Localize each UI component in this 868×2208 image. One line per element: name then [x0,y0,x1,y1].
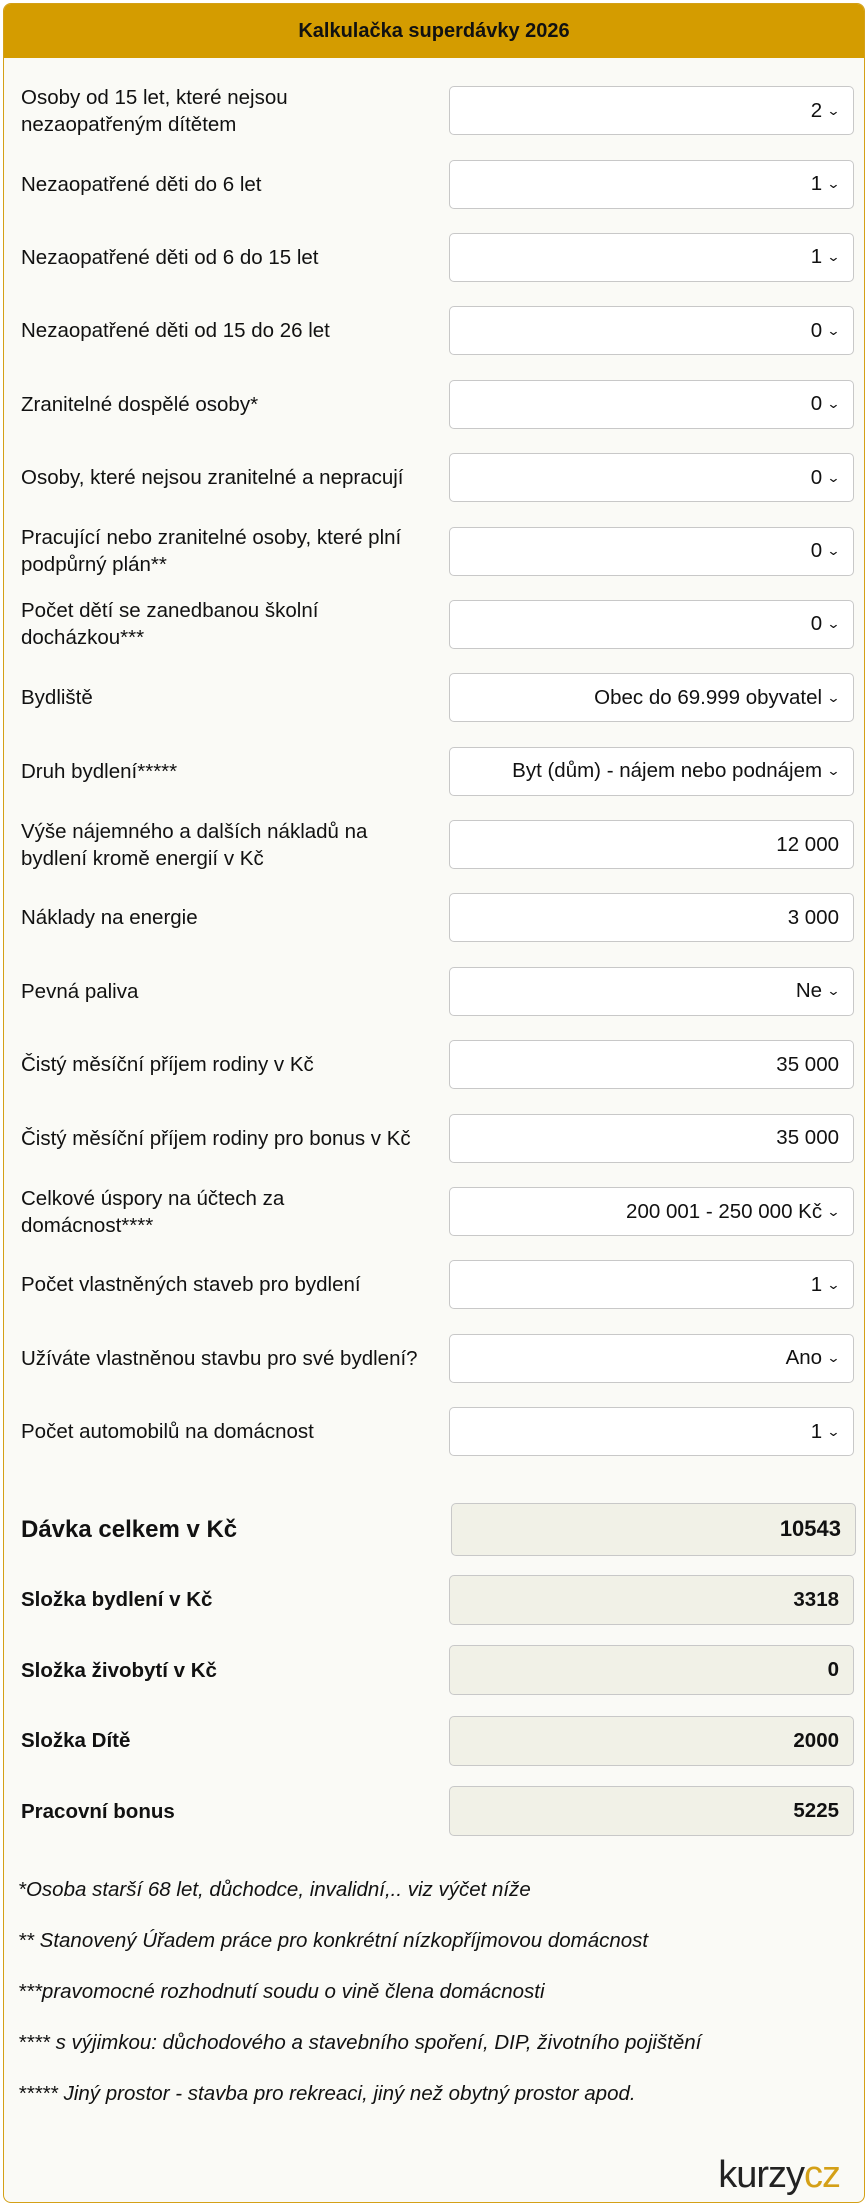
logo-text-cz: cz [804,2154,840,2196]
field-select[interactable] [449,527,854,576]
chevron-down-icon: ⌄ [826,983,841,999]
form-row [4,1322,864,1395]
chevron-down-icon: ⌄ [826,1350,841,1366]
field-select[interactable] [449,306,854,355]
field-value: Ano [785,1346,823,1370]
form-row [4,514,864,587]
field-value: 35 000 [776,1126,839,1150]
chevron-down-icon: ⌄ [826,102,841,118]
form-row [4,368,864,441]
chevron-down-icon: ⌄ [826,543,841,559]
chevron-down-icon: ⌄ [826,616,841,632]
field-value: 1 [810,245,823,269]
result-label: Složka bydlení v Kč [21,1588,213,1612]
field-select[interactable] [449,1407,854,1456]
field-select[interactable] [449,1260,854,1309]
field-value: 0 [810,318,823,342]
calculator-title: Kalkulačka superdávky 2026 [4,4,864,58]
result-row [4,1565,864,1636]
result-row [4,1706,864,1777]
chevron-down-icon: ⌄ [826,1276,841,1292]
field-select[interactable] [449,233,854,282]
field-value: 35 000 [776,1052,839,1076]
field-label: Bydliště [21,686,93,710]
field-label: Užíváte vlastněnou stavbu pro své bydlení? [21,1346,418,1370]
field-label: Druh bydlení***** [21,759,178,783]
field-select[interactable] [449,747,854,796]
field-value: 3 000 [787,905,839,929]
field-label: Počet automobilů na domácnost [21,1420,314,1444]
chevron-down-icon: ⌄ [826,396,841,412]
field-label: Počet dětí se zanedbanou školní docházkou*** [21,599,319,650]
chevron-down-icon: ⌄ [826,249,841,265]
field-value: 0 [810,392,823,416]
field-select[interactable] [449,967,854,1016]
form-row [4,1395,864,1468]
field-value: Byt (dům) - nájem nebo podnájem [512,759,823,783]
form-row [4,1175,864,1248]
field-value: 1 [810,172,823,196]
form-row [4,1101,864,1174]
logo-text: kurzy [718,2154,804,2196]
form-row [4,1028,864,1101]
field-label: Výše nájemného a dalších nákladů na bydlení kromě energií v Kč [21,819,368,870]
field-value: 0 [810,465,823,489]
field-value: Obec do 69.999 obyvatel [594,685,823,709]
result-value: 0 [449,1645,854,1695]
result-row [4,1776,864,1847]
form-row [4,147,864,220]
field-label: Osoby, které nejsou zranitelné a nepracují [21,466,404,490]
chevron-down-icon: ⌄ [826,689,841,705]
field-value: 0 [810,539,823,563]
chevron-down-icon: ⌄ [826,469,841,485]
calculator-card [3,3,865,2203]
form-row [4,441,864,514]
footnote: ***** Jiný prostor - stavba pro rekreaci, jiný než obytný prostor apod. [18,2082,636,2105]
form-row [4,294,864,367]
field-select[interactable] [449,453,854,502]
result-row [4,1494,864,1565]
result-value: 5225 [449,1786,854,1836]
footnotes [18,1878,701,2133]
field-value: 1 [810,1272,823,1296]
form-row [4,221,864,294]
field-label: Nezaopatřené děti od 6 do 15 let [21,245,319,269]
field-value: 12 000 [776,832,839,856]
field-select[interactable] [449,673,854,722]
form-row [4,735,864,808]
field-select[interactable] [449,380,854,429]
field-input[interactable] [449,1114,854,1163]
result-value: 10543 [451,1503,856,1556]
footnote: ** Stanovený Úřadem práce pro konkrétní nízkopříjmovou domácnost [18,1929,649,1952]
result-row [4,1635,864,1706]
form-row [4,74,864,147]
chevron-down-icon: ⌄ [826,1203,841,1219]
field-label: Zranitelné dospělé osoby* [21,392,259,416]
field-value: 0 [810,612,823,636]
field-input[interactable] [449,1040,854,1089]
field-value: Ne [795,979,823,1003]
field-select[interactable] [449,160,854,209]
result-label: Dávka celkem v Kč [21,1515,238,1543]
result-value: 3318 [449,1575,854,1625]
form-row [4,881,864,954]
field-label: Počet vlastněných staveb pro bydlení [21,1273,361,1297]
field-label: Pracující nebo zranitelné osoby, které plní podpůrný plán** [21,526,402,577]
results [4,1494,864,1847]
field-label: Pevná paliva [21,979,139,1003]
footnote: ***pravomocné rozhodnutí soudu o vině člena domácnosti [18,1980,545,2003]
field-select[interactable] [449,1334,854,1383]
field-label: Náklady na energie [21,906,198,930]
result-label: Pracovní bonus [21,1799,175,1823]
result-label: Složka živobytí v Kč [21,1658,217,1682]
form-row [4,588,864,661]
result-label: Složka Dítě [21,1729,131,1753]
result-value: 2000 [449,1716,854,1766]
field-input[interactable] [449,820,854,869]
kurzy-logo[interactable] [718,2154,840,2197]
form-row [4,661,864,734]
field-select[interactable] [449,86,854,135]
field-label: Celkové úspory na účtech za domácnost**** [21,1186,285,1237]
field-select[interactable] [449,600,854,649]
field-label: Nezaopatřené děti od 15 do 26 let [21,319,330,343]
field-select[interactable] [449,1187,854,1236]
field-label: Čistý měsíční příjem rodiny v Kč [21,1053,314,1077]
field-value: 200 001 - 250 000 Kč [626,1199,823,1223]
form-row [4,808,864,881]
field-label: Osoby od 15 let, které nejsou nezaopatřeným dítětem [21,85,288,136]
form-row [4,955,864,1028]
field-label: Čistý měsíční příjem rodiny pro bonus v Kč [21,1126,411,1150]
field-input[interactable] [449,893,854,942]
field-value: 1 [810,1419,823,1443]
input-fields [4,74,864,1468]
chevron-down-icon: ⌄ [826,1423,841,1439]
form-row [4,1248,864,1321]
footnote: **** s výjimkou: důchodového a stavebního spoření, DIP, životního pojištění [18,2031,702,2054]
footnote: *Osoba starší 68 let, důchodce, invalidní,.. viz výčet níže [18,1878,531,1901]
chevron-down-icon: ⌄ [826,176,841,192]
chevron-down-icon: ⌄ [826,763,841,779]
field-label: Nezaopatřené děti do 6 let [21,172,262,196]
chevron-down-icon: ⌄ [826,322,841,338]
field-value: 2 [810,98,823,122]
